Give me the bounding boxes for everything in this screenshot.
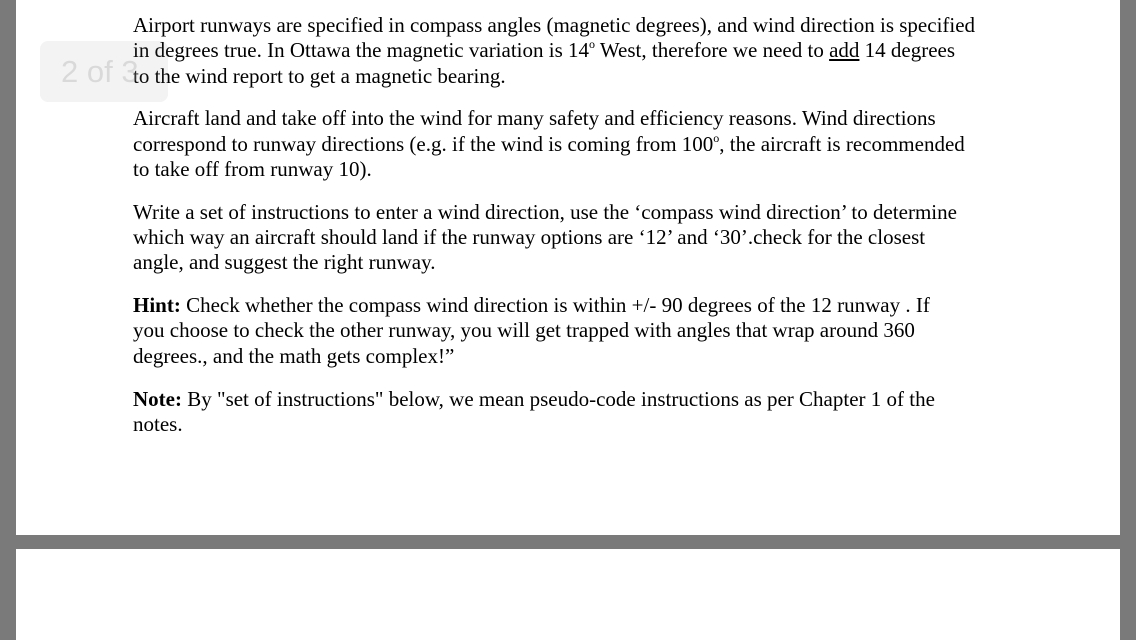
text-line <box>133 64 1013 89</box>
text-line <box>133 250 1013 275</box>
text-run: to the wind report to get a magnetic bearing. <box>133 63 506 88</box>
underlined-word-add: add <box>829 38 860 63</box>
text-line <box>133 387 1013 412</box>
text-run: By "set of instructions" below, we mean pseudo-code instructions as per Chapter 1 of the <box>181 386 935 411</box>
paragraph-wind-directions <box>133 106 1013 182</box>
text-run: degrees., and the math gets complex!” <box>133 343 455 368</box>
document-page-2 <box>16 0 1120 535</box>
paragraph-instructions <box>133 200 1013 276</box>
text-run: 14 degrees <box>859 38 956 63</box>
degree-superscript: o <box>713 130 720 145</box>
text-line <box>133 132 1013 157</box>
text-line <box>133 293 1013 318</box>
text-run: Aircraft land and take off into the wind for many safety and efficiency reasons. Wind directions <box>133 106 936 131</box>
text-run: notes. <box>133 411 183 436</box>
text-run: Check whether the compass wind direction is within +/- 90 degrees of the 12 runway . If <box>180 293 930 318</box>
text-run: , the aircraft is recommended <box>719 131 965 156</box>
text-line <box>133 38 1013 63</box>
text-line <box>133 13 1013 38</box>
text-line <box>133 412 1013 437</box>
text-run: Airport runways are specified in compass angles (magnetic degrees), and wind direction is specified <box>133 13 976 37</box>
text-run: correspond to runway directions (e.g. if the wind is coming from 100 <box>133 131 714 156</box>
page-counter-overlay: 2 of 3 <box>40 41 168 102</box>
paragraph-note <box>133 387 1013 438</box>
paragraph-runway-angles <box>133 13 1013 89</box>
paragraph-hint <box>133 293 1013 369</box>
text-run: in degrees true. In Ottawa the magnetic variation is 14 <box>133 38 590 63</box>
text-line <box>133 225 1013 250</box>
document-page-3 <box>16 549 1120 640</box>
text-run: which way an aircraft should land if the runway options are ‘12’ and ‘30’.check for the closest <box>133 225 926 250</box>
text-run: you choose to check the other runway, you will get trapped with angles that wrap around 360 <box>133 318 915 343</box>
degree-superscript: o <box>589 37 596 52</box>
hint-label: Hint: <box>133 293 181 318</box>
page-text-content <box>133 13 1013 455</box>
text-line <box>133 106 1013 131</box>
text-line <box>133 318 1013 343</box>
text-line <box>133 200 1013 225</box>
text-run: angle, and suggest the right runway. <box>133 250 436 275</box>
text-run: to take off from runway 10). <box>133 156 372 181</box>
text-run: Write a set of instructions to enter a wind direction, use the ‘compass wind direction’ to determine <box>133 199 957 224</box>
text-line <box>133 157 1013 182</box>
text-line <box>133 344 1013 369</box>
note-label: Note: <box>133 386 182 411</box>
text-run: West, therefore we need to <box>595 38 830 63</box>
